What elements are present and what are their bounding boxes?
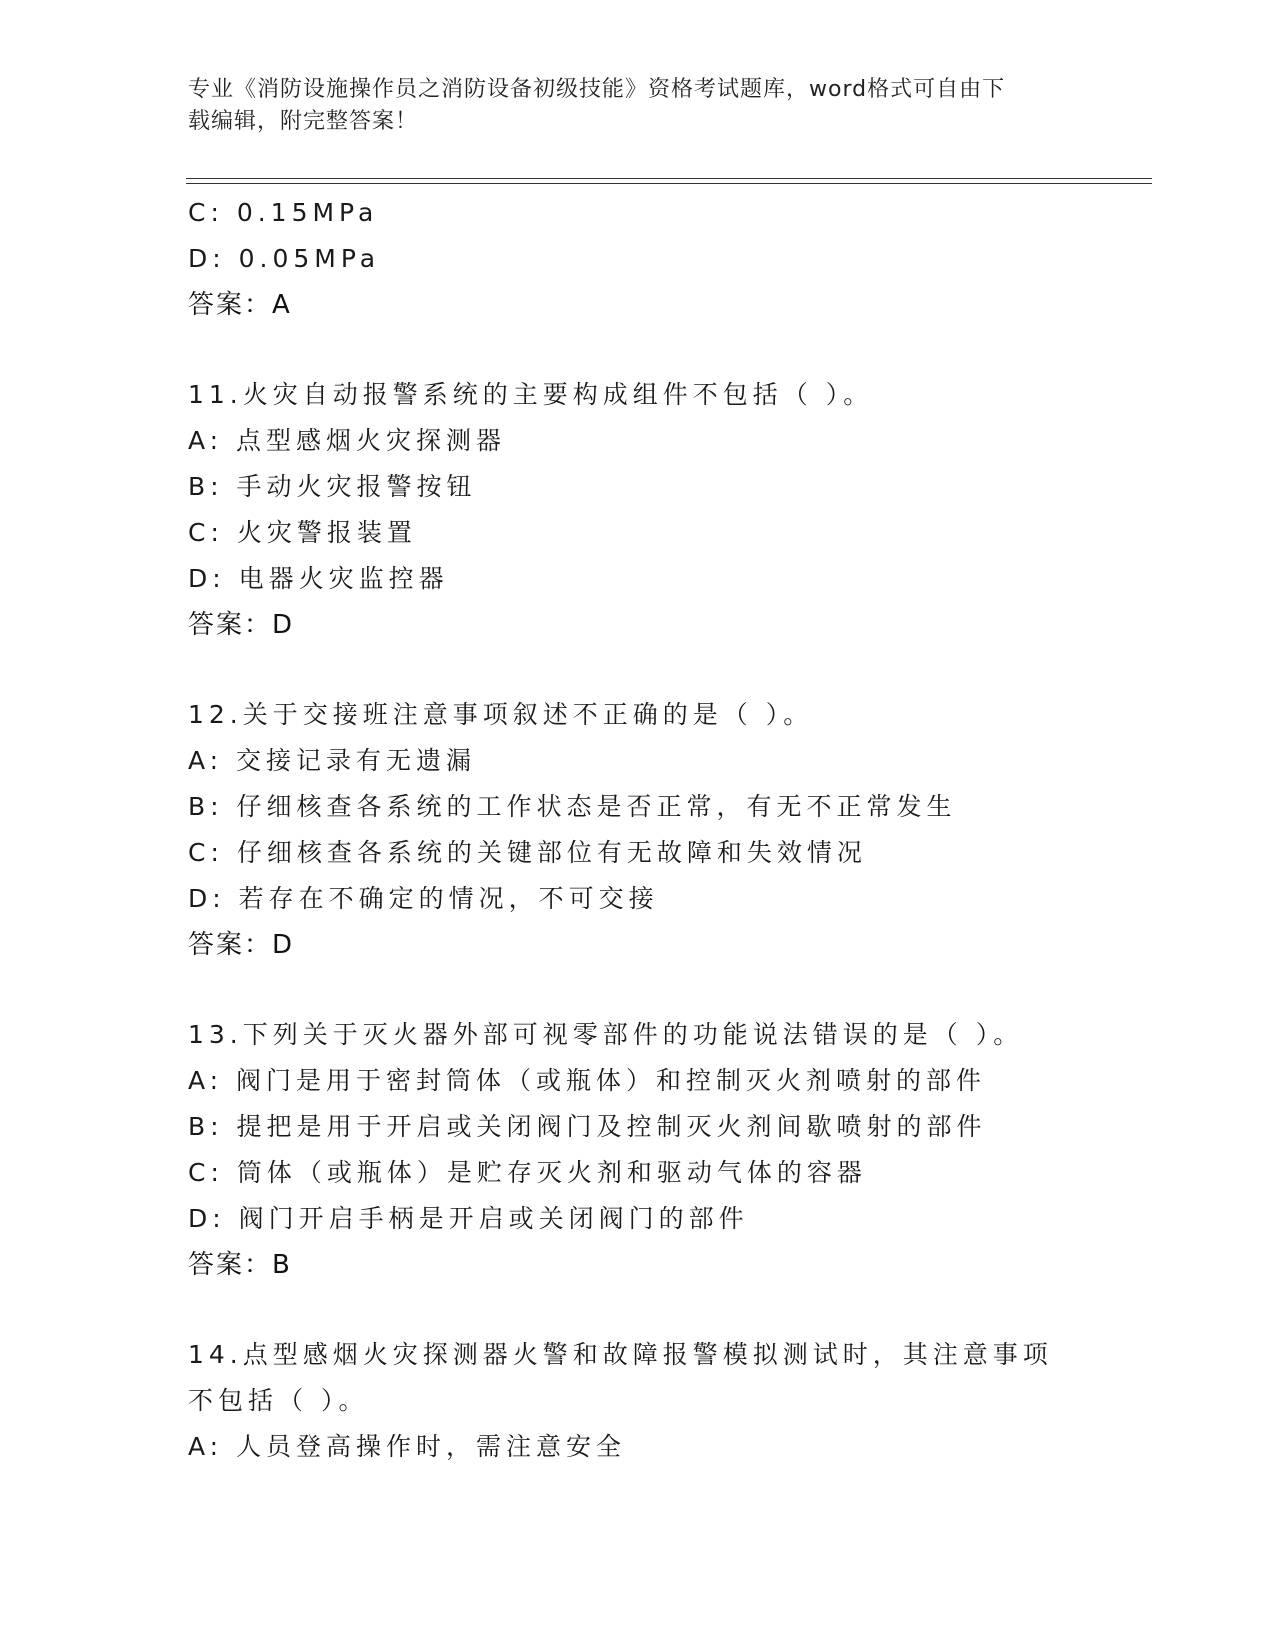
option-c: C: 0.15MPa <box>188 198 379 227</box>
spacer <box>188 328 1088 372</box>
option-d: D: 若存在不确定的情况，不可交接 <box>188 884 659 913</box>
option-c: C: 火灾警报装置 <box>188 518 417 547</box>
header-rule-top <box>186 178 1152 179</box>
document-header <box>188 74 1078 138</box>
question-13 <box>188 1012 1088 1288</box>
header-rule-bottom <box>186 183 1152 184</box>
answer-line: 答案：D <box>188 610 295 640</box>
header-line-2: 载编辑，附完整答案！ <box>188 109 419 134</box>
option-d: D: 0.05MPa <box>188 244 381 273</box>
option-a: A: 人员登高操作时，需注意安全 <box>188 1432 627 1461</box>
question-12 <box>188 692 1088 968</box>
answer-line: 答案：B <box>188 1250 292 1280</box>
prev-question-block <box>188 190 1088 328</box>
option-b: B: 仔细核查各系统的工作状态是否正常，有无不正常发生 <box>188 792 957 821</box>
header-line-1: 专业《消防设施操作员之消防设备初级技能》资格考试题库，word格式可自由下 <box>188 77 1006 102</box>
spacer <box>188 648 1088 692</box>
option-a: A: 点型感烟火灾探测器 <box>188 426 507 455</box>
option-c: C: 筒体（或瓶体）是贮存灭火剂和驱动气体的容器 <box>188 1158 867 1187</box>
spacer <box>188 1288 1088 1332</box>
question-11 <box>188 372 1088 648</box>
option-d: D: 电器火灾监控器 <box>188 564 449 593</box>
option-a: A: 交接记录有无遗漏 <box>188 746 477 775</box>
question-stem: 13.下列关于灭火器外部可视零部件的功能说法错误的是（ ）。 <box>188 1020 1024 1049</box>
answer-line: 答案：D <box>188 930 295 960</box>
option-c: C: 仔细核查各系统的关键部位有无故障和失效情况 <box>188 838 867 867</box>
option-d: D: 阀门开启手柄是开启或关闭阀门的部件 <box>188 1204 749 1233</box>
question-list <box>188 190 1088 1470</box>
option-b: B: 手动火灾报警按钮 <box>188 472 477 501</box>
question-stem: 11.火灾自动报警系统的主要构成组件不包括（ ）。 <box>188 380 874 409</box>
question-stem: 12.关于交接班注意事项叙述不正确的是（ ）。 <box>188 700 814 729</box>
option-a: A: 阀门是用于密封筒体（或瓶体）和控制灭火剂喷射的部件 <box>188 1066 987 1095</box>
spacer <box>188 968 1088 1012</box>
question-14 <box>188 1332 1088 1470</box>
question-stem: 14.点型感烟火灾探测器火警和故障报警模拟测试时，其注意事项不包括（ ）。 <box>188 1340 1053 1415</box>
option-b: B: 提把是用于开启或关闭阀门及控制灭火剂间歇喷射的部件 <box>188 1112 987 1141</box>
answer-line: 答案：A <box>188 290 292 320</box>
